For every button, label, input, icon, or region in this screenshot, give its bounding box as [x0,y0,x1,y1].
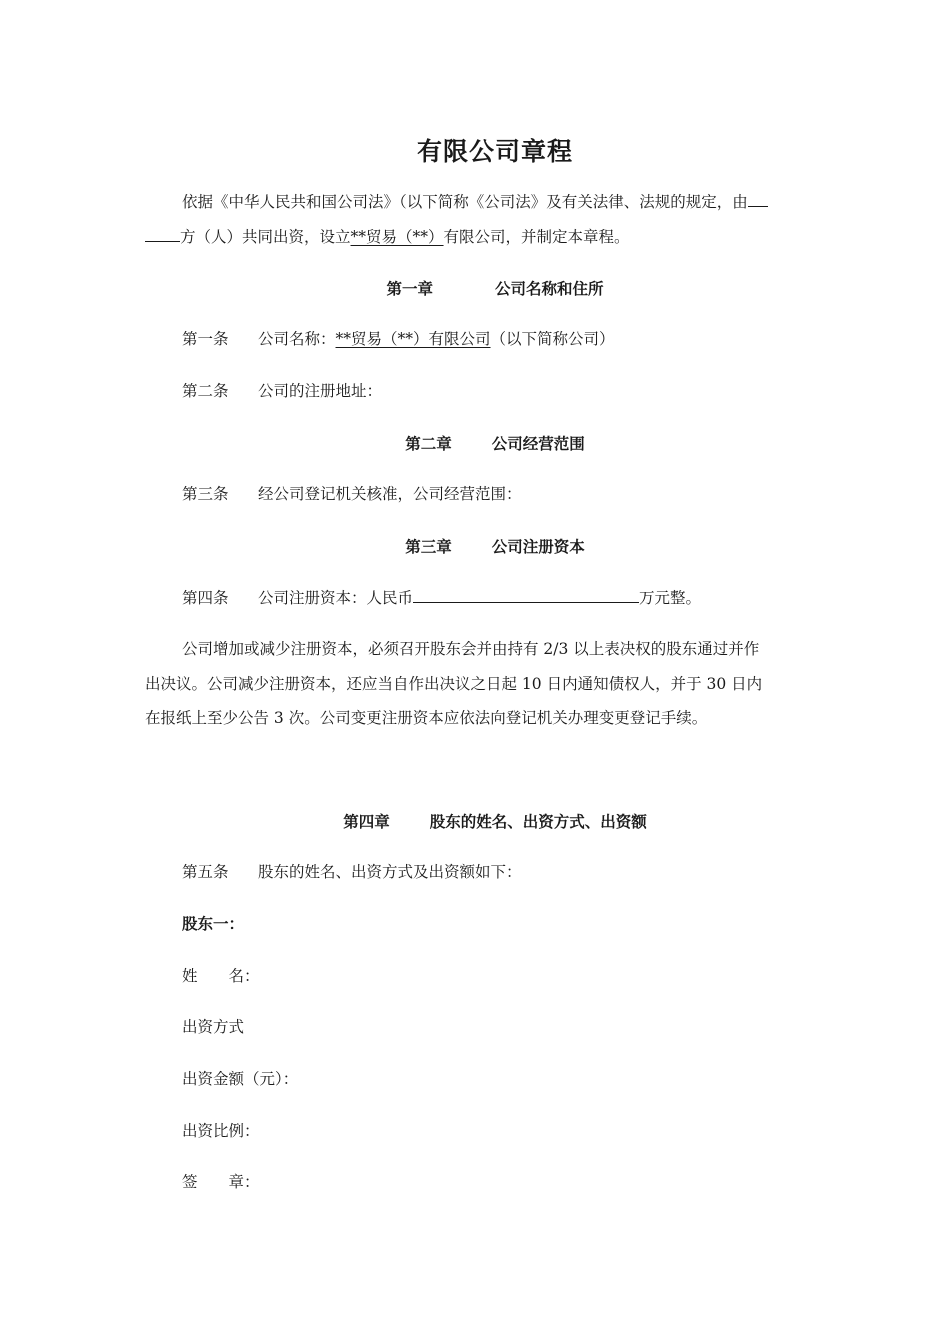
article-2-label: 第二条 [182,382,229,400]
article-2-text: 公司的注册地址： [258,382,383,400]
intro-suffix: 有限公司，并制定本章程。 [443,228,630,246]
article-2 [182,380,382,402]
article-3 [182,483,522,505]
shareholder-heading: 股东一： [182,914,245,933]
shareholder-ratio-label: 出资比例： [182,1122,260,1140]
shareholder-seal-label: 签 章： [182,1173,260,1191]
shareholder-amount-label: 出资金额（元）： [182,1070,299,1088]
chapter-3-heading [0,535,950,557]
article-5 [182,861,522,883]
intro-line-2 [145,226,630,248]
shareholder-method-label: 出资方式 [182,1018,245,1036]
capital-paragraph-line-2: 出决议。公司减少注册资本，还应当自作出决议之日起 10 日内通知债权人，并于 30 日内 [145,675,763,693]
article-5-label: 第五条 [182,863,229,881]
chapter-1-title: 公司名称和住所 [495,279,604,298]
chapter-2-number: 第二章 [405,434,452,453]
article-3-label: 第三条 [182,485,229,503]
document-title: 有限公司章程 [416,137,573,166]
article-1-label: 第一条 [182,330,229,348]
chapter-3-title: 公司注册资本 [491,537,585,556]
chapter-1-heading [0,277,950,299]
article-1 [182,328,615,350]
chapter-4-number: 第四章 [343,812,390,831]
capital-paragraph-line-3: 在报纸上至少公告 3 次。公司变更注册资本应依法向登记机关办理变更登记手续。 [145,709,708,727]
chapter-4-title: 股东的姓名、出资方式、出资额 [429,812,647,831]
article-4-suffix: 万元整。 [639,589,702,607]
shareholder-name-label: 姓 名： [182,967,260,985]
intro-blank-start [145,226,180,242]
article-5-text: 股东的姓名、出资方式及出资额如下： [258,863,522,881]
intro-company-name: **贸易（**） [350,228,444,246]
article-1-prefix: 公司名称： [258,330,336,348]
intro-blank-end [748,191,768,207]
chapter-3-number: 第三章 [405,537,452,556]
article-4-prefix: 公司注册资本：人民币 [258,589,414,607]
chapter-2-title: 公司经营范围 [491,434,585,453]
capital-paragraph-line-1: 公司增加或减少注册资本，必须召开股东会并由持有 2/3 以上表决权的股东通过并作 [182,640,760,658]
article-4 [182,587,701,609]
capital-amount-blank [413,587,639,603]
article-4-label: 第四条 [182,589,229,607]
intro-prefix: 方（人）共同出资，设立 [180,228,351,246]
chapter-2-heading [0,432,950,454]
chapter-1-number: 第一章 [386,279,433,298]
intro-line-1 [182,191,768,213]
article-3-text: 经公司登记机关核准，公司经营范围： [258,485,522,503]
article-1-suffix: （以下简称公司） [490,330,615,348]
article-1-company: **贸易（**）有限公司 [335,330,491,348]
intro-text: 依据《中华人民共和国公司法》（以下简称《公司法》及有关法律、法规的规定，由 [182,193,748,211]
chapter-4-heading [0,810,950,832]
